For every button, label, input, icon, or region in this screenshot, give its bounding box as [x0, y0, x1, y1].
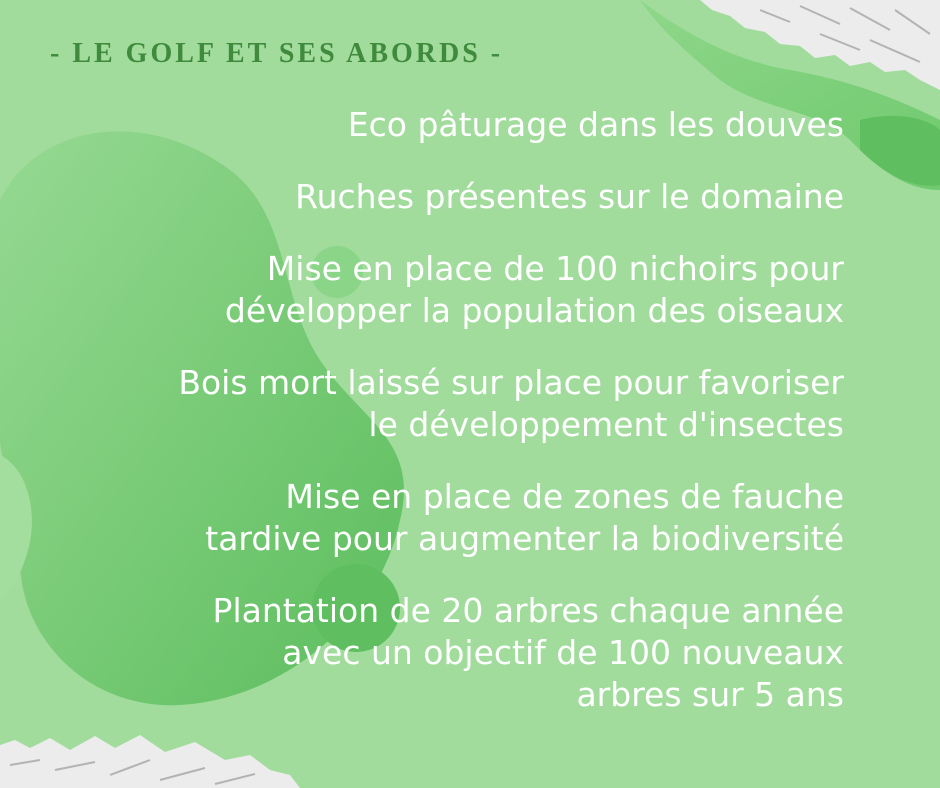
list-item: Mise en place de 100 nichoirs pour développer la population des oiseaux	[224, 249, 844, 330]
top-right-dark-blob	[860, 116, 940, 186]
list-item: Ruches présentes sur le domaine	[295, 177, 844, 216]
page-title: - LE GOLF ET SES ABORDS -	[50, 38, 504, 69]
list-item: Bois mort laissé sur place pour favoriser le développement d'insectes	[178, 363, 844, 444]
list-item: Eco pâturage dans les douves	[347, 105, 844, 144]
list-item: Mise en place de zones de fauche tardive pour augmenter la biodiversité	[205, 477, 844, 558]
biodiversity-actions-list	[84, 104, 844, 746]
list-item: Plantation de 20 arbres chaque année avec un objectif de 100 nouveaux arbres sur 5 ans	[212, 591, 844, 714]
